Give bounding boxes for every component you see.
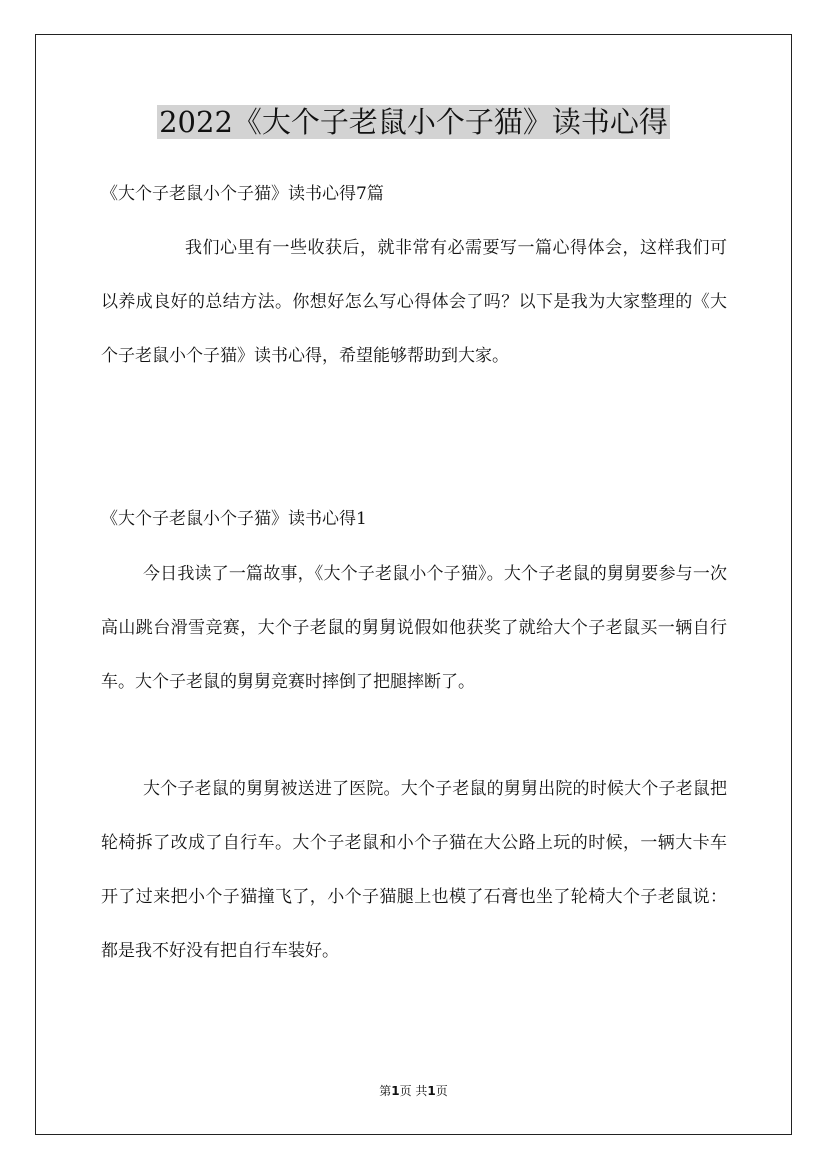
page-prefix: 第 <box>379 1084 392 1098</box>
document-title <box>0 96 827 148</box>
intro-paragraph: 我们心里有一些收获后，就非常有必需要写一篇心得体会，这样我们可以养成良好的总结方法。你想好怎么写心得体会了吗？以下是我为大家整理的《大个子老鼠小个子猫》读书心得，希望能够帮助到大家。 <box>101 238 727 366</box>
page-total: 1 <box>427 1084 436 1098</box>
page-mid: 页 共 <box>399 1084 428 1098</box>
body-paragraph-1: 今日我读了一篇故事，《大个子老鼠小个子猫》。大个子老鼠的舅舅要参与一次高山跳台滑雪竞赛，大个子老鼠的舅舅说假如他获奖了就给大个子老鼠买一辆自行车。大个子老鼠的舅舅竞赛时摔倒了把腿摔断了。 <box>101 564 727 692</box>
document-subtitle: 《大个子老鼠小个子猫》读书心得7篇 <box>101 184 384 204</box>
section-heading: 《大个子老鼠小个子猫》读书心得1 <box>101 509 367 529</box>
page-suffix: 页 <box>435 1084 448 1098</box>
document-title-text: 2022《大个子老鼠小个子猫》读书心得 <box>159 105 668 139</box>
body-paragraph-2: 大个子老鼠的舅舅被送进了医院。大个子老鼠的舅舅出院的时候大个子老鼠把轮椅拆了改成了自行车。大个子老鼠和小个子猫在大公路上玩的时候，一辆大卡车开了过来把小个子猫撞飞了，小个子猫腿上也模了石膏也坐了轮椅大个子老鼠说：都是我不好没有把自行车装好。 <box>101 779 727 961</box>
page-current: 1 <box>391 1084 400 1098</box>
page-footer <box>0 1082 827 1100</box>
